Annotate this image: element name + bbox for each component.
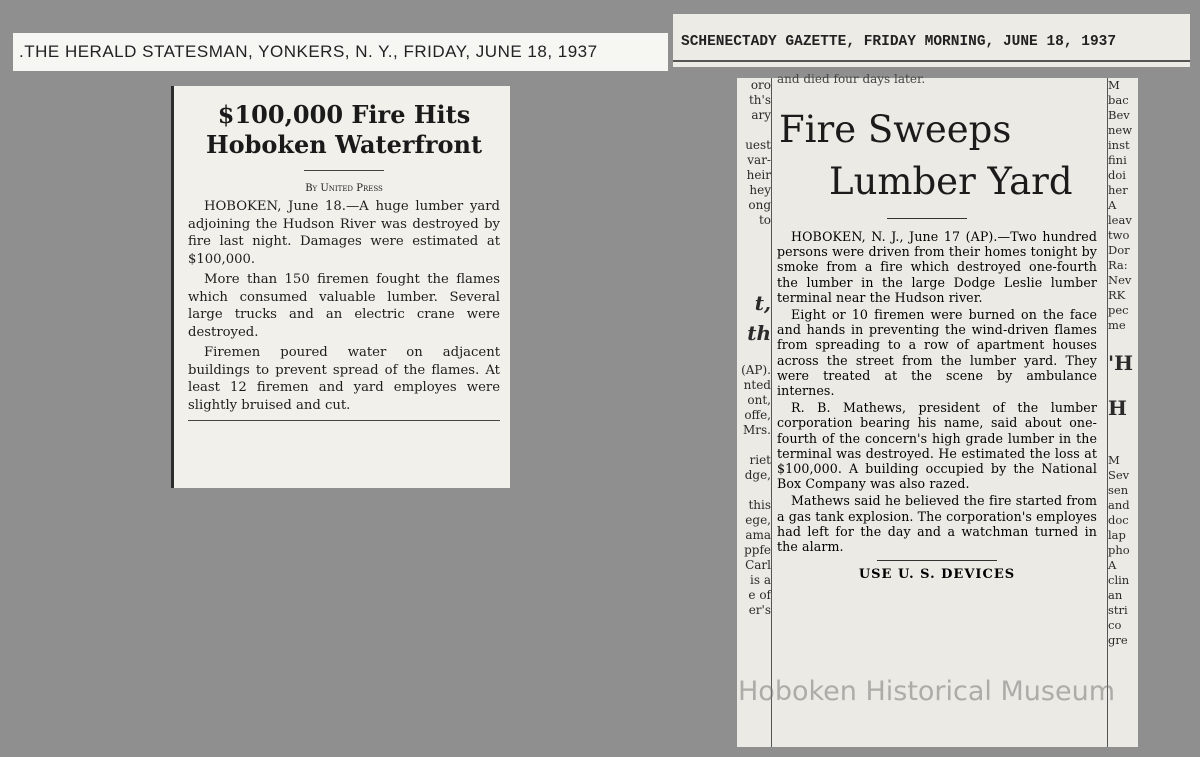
- right-column-fragment: two: [1108, 228, 1130, 242]
- right-column-fragment: co: [1108, 618, 1122, 632]
- left-column-fragment: (AP).: [741, 363, 771, 377]
- herald-end-rule: [188, 420, 500, 421]
- right-column-fragment: A: [1108, 558, 1117, 572]
- left-column-fragment: nted: [743, 378, 771, 392]
- left-column-fragment: er's: [748, 603, 771, 617]
- left-column-fragment: [737, 273, 771, 288]
- left-column-fragment: ama: [745, 528, 771, 542]
- right-column-fragment: leav: [1108, 213, 1132, 227]
- left-column-fragment: th: [747, 321, 771, 345]
- right-column-fragment: pho: [1108, 543, 1130, 557]
- right-column-fragment: her: [1108, 183, 1128, 197]
- right-column-fragment: H: [1108, 396, 1127, 420]
- right-column-fragment: pec: [1108, 303, 1129, 317]
- right-column-fragment: and: [1108, 498, 1130, 512]
- left-column-fragment: ege,: [745, 513, 771, 527]
- right-column-fragment: M: [1108, 453, 1120, 467]
- right-column-fragment: [1108, 333, 1138, 348]
- right-column-fragment: 'H: [1108, 351, 1134, 375]
- left-column-fragment: [737, 348, 771, 363]
- herald-article-clipping: [171, 86, 510, 488]
- right-column-fragment: lap: [1108, 528, 1126, 542]
- gazette-masthead-text: SCHENECTADY GAZETTE, FRIDAY MORNING, JUNE 18, 1937: [681, 34, 1117, 50]
- left-column-fragment: dge,: [744, 468, 771, 482]
- left-column-fragment: ppfe: [744, 543, 771, 557]
- gazette-headline-line2: Lumber Yard: [829, 160, 1073, 203]
- left-column-fragment: ont,: [747, 393, 771, 407]
- left-column-fragment: ary: [751, 108, 771, 122]
- herald-headline: [188, 100, 500, 160]
- left-column-fragment: t,: [754, 291, 771, 315]
- left-column-fragment: this: [748, 498, 771, 512]
- right-column-fragment: stri: [1108, 603, 1128, 617]
- right-column-fragment: [1108, 438, 1138, 453]
- left-column-fragment: ong: [748, 198, 771, 212]
- left-column-fragment: var-: [747, 153, 771, 167]
- left-column-fragment: heir: [746, 168, 771, 182]
- herald-article-body: [188, 198, 500, 414]
- left-column-fragment: riet: [749, 453, 771, 467]
- right-column-fragment: an: [1108, 588, 1123, 602]
- museum-watermark: Hoboken Historical Museum: [738, 676, 1116, 707]
- herald-paragraph: More than 150 firemen fought the flames which consumed valuable lumber. Several large trucks and an electric crane were destroyed.: [188, 272, 500, 340]
- herald-headline-line1: $100,000 Fire Hits: [217, 100, 471, 129]
- right-column-fragment: M: [1108, 78, 1120, 92]
- right-column-fragment: new: [1108, 123, 1133, 137]
- right-column-fragment: sen: [1108, 483, 1129, 497]
- gazette-end-rule: [877, 560, 997, 561]
- left-column-fragment: is a: [750, 573, 771, 587]
- left-column-fragment: to: [758, 213, 771, 227]
- gazette-article-body: [777, 229, 1097, 554]
- gazette-headline-line1: Fire Sweeps: [779, 108, 1012, 151]
- gazette-masthead: [673, 14, 1190, 67]
- herald-divider: [304, 170, 384, 171]
- left-column-fragment: [737, 228, 771, 243]
- gazette-article-clipping: [737, 72, 1138, 747]
- gazette-paragraph: Eight or 10 firemen were burned on the face and hands in preventing the wind-driven flames from spreading to a row of apartment houses across the street from the lumber yard. They were treated at the scene by ambulance internes.: [777, 307, 1097, 399]
- right-column-fragment: me: [1108, 318, 1126, 332]
- herald-headline-line2: Hoboken Waterfront: [205, 130, 483, 159]
- left-column-fragment: uest: [745, 138, 771, 152]
- right-column-fragment: clin: [1108, 573, 1130, 587]
- right-column-fragment: Sev: [1108, 468, 1130, 482]
- right-column-fragment: gre: [1108, 633, 1128, 647]
- left-column-fragment: [737, 483, 771, 498]
- left-column-fragment: e of: [748, 588, 771, 602]
- left-column-fragment: offe,: [744, 408, 771, 422]
- left-column-fragment: [737, 123, 771, 138]
- gazette-right-column-fragments: [1107, 78, 1138, 747]
- herald-paragraph: HOBOKEN, June 18.—A huge lumber yard adjoining the Hudson River was destroyed by fire last night. Damages were estimated at $100,000.: [188, 199, 500, 267]
- right-column-fragment: Bev: [1108, 108, 1130, 122]
- right-column-fragment: bac: [1108, 93, 1129, 107]
- right-column-fragment: Dor: [1108, 243, 1130, 257]
- herald-byline: By United Press: [305, 183, 383, 194]
- gazette-main-column: [777, 72, 1097, 583]
- right-column-fragment: fini: [1108, 153, 1127, 167]
- right-column-fragment: doi: [1108, 168, 1126, 182]
- right-column-fragment: Nev: [1108, 273, 1132, 287]
- left-column-fragment: th's: [748, 93, 771, 107]
- gazette-paragraph: HOBOKEN, N. J., June 17 (AP).—Two hundred persons were driven from their homes tonight by smoke from a fire which destroyed one-fourth the lumber in the large Dodge Leslie lumber terminal near the Hudson river.: [777, 229, 1097, 305]
- right-column-fragment: [1108, 423, 1138, 438]
- left-column-fragment: [737, 438, 771, 453]
- right-column-fragment: [1108, 378, 1138, 393]
- gazette-divider: [887, 218, 967, 219]
- gazette-subhead: USE U. S. DEVICES: [858, 567, 1016, 583]
- right-column-fragment: doc: [1108, 513, 1129, 527]
- herald-masthead: [13, 33, 668, 71]
- gazette-paragraph: R. B. Mathews, president of the lumber corporation bearing his name, said about one-fourth of the concern's high grade lumber in the terminal was destroyed. He estimated the loss at $100,000. A building occupied by the National Box Company was also razed.: [777, 400, 1097, 492]
- left-column-fragment: Mrs.: [743, 423, 771, 437]
- right-column-fragment: RK: [1108, 288, 1126, 302]
- herald-masthead-text: .THE HERALD STATESMAN, YONKERS, N. Y., FRIDAY, JUNE 18, 1937: [19, 42, 598, 61]
- right-column-fragment: A: [1108, 198, 1117, 212]
- right-column-fragment: inst: [1108, 138, 1130, 152]
- gazette-left-column-fragments: [737, 78, 772, 747]
- gazette-paragraph: Mathews said he believed the fire started from a gas tank explosion. The corporation's employes had left for the day and a watchman turned in the alarm.: [777, 493, 1097, 555]
- left-column-fragment: hey: [749, 183, 771, 197]
- left-column-fragment: Carl: [745, 558, 771, 572]
- left-column-fragment: oro: [750, 78, 771, 92]
- left-column-fragment: [737, 243, 771, 258]
- right-column-fragment: Ra:: [1108, 258, 1128, 272]
- gazette-masthead-rule: [673, 60, 1190, 62]
- herald-paragraph: Firemen poured water on adjacent buildings to prevent spread of the flames. At least 12 firemen and yard employes were slightly bruised and cut.: [188, 345, 500, 413]
- left-column-fragment: [737, 258, 771, 273]
- gazette-headline: [777, 104, 1097, 208]
- gazette-top-fragment: and died four days later.: [777, 72, 926, 86]
